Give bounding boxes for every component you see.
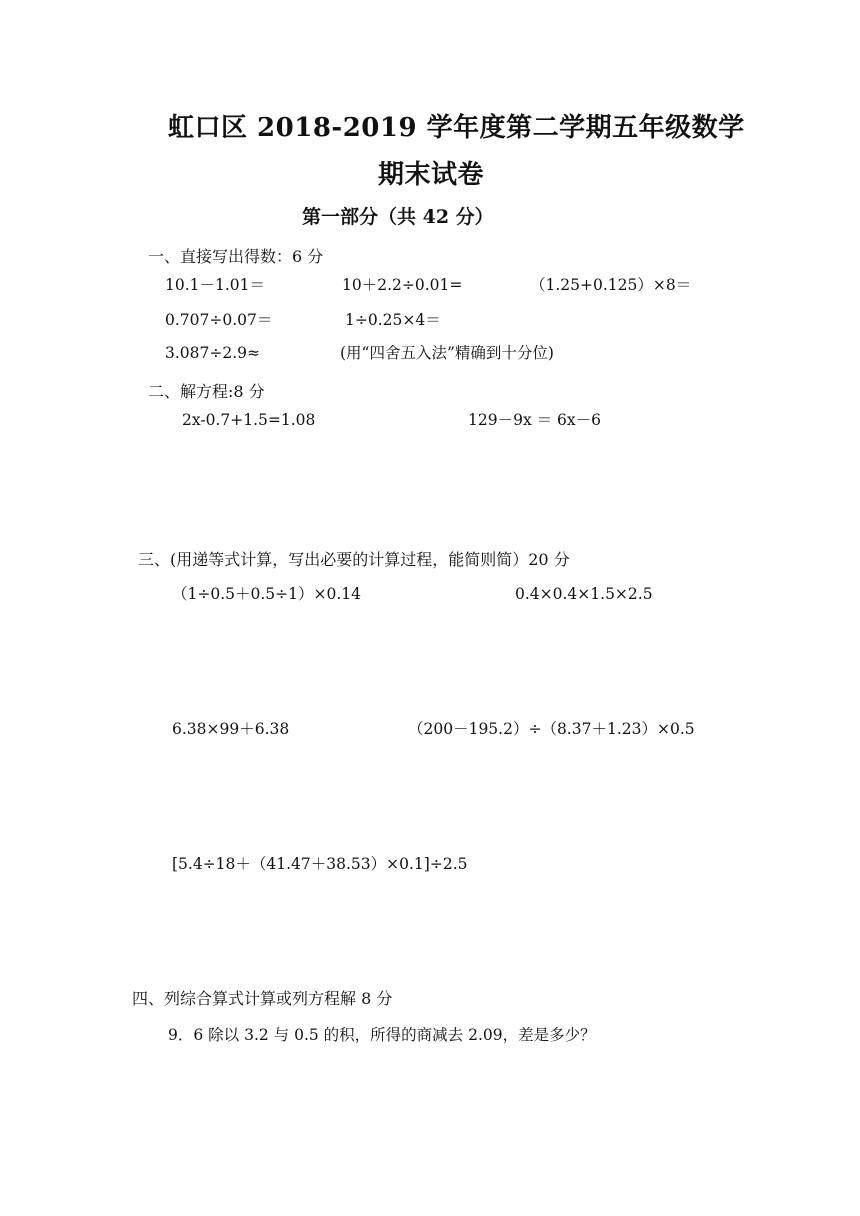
page-title-line1: 虹口区 2018-2019 学年度第二学期五年级数学: [168, 113, 745, 143]
word-problem-9: 9．6 除以 3.2 与 0.5 的积，所得的商减去 2.09，差是多少？: [168, 1026, 596, 1044]
section-2-heading: 二、解方程:8 分: [148, 382, 265, 401]
calc-problem-2: 0.4×0.4×1.5×2.5: [515, 585, 653, 603]
calc-problem-5: [5.4÷18＋（41.47＋38.53）×0.1]÷2.5: [172, 855, 468, 873]
section-3-heading: 三、(用递等式计算，写出必要的计算过程，能简则简）20 分: [138, 550, 570, 569]
page-title-line2: 期末试卷: [378, 160, 485, 190]
problem-1-2: 10＋2.2÷0.01=: [342, 276, 463, 294]
equation-1: 2x-0.7+1.5=1.08: [182, 411, 316, 429]
section-1-heading: 一、直接写出得数：6 分: [148, 247, 324, 266]
problem-1-5: 1÷0.25×4＝: [345, 311, 441, 329]
problem-1-6: 3.087÷2.9≈: [165, 344, 260, 362]
problem-1-4: 0.707÷0.07＝: [165, 311, 273, 329]
calc-problem-4: （200－195.2）÷（8.37＋1.23）×0.5: [408, 720, 695, 738]
part-one-heading: 第一部分（共 42 分）: [302, 206, 494, 228]
equation-2: 129－9x ＝ 6x－6: [468, 411, 602, 429]
problem-1-3: （1.25+0.125）×8＝: [530, 276, 692, 294]
calc-problem-1: （1÷0.5＋0.5÷1）×0.14: [172, 585, 361, 603]
section-4-heading: 四、列综合算式计算或列方程解 8 分: [132, 989, 393, 1008]
problem-1-1: 10.1－1.01＝: [165, 276, 266, 294]
rounding-note: (用“四舍五入法”精确到十分位): [340, 344, 554, 362]
calc-problem-3: 6.38×99＋6.38: [172, 720, 290, 738]
